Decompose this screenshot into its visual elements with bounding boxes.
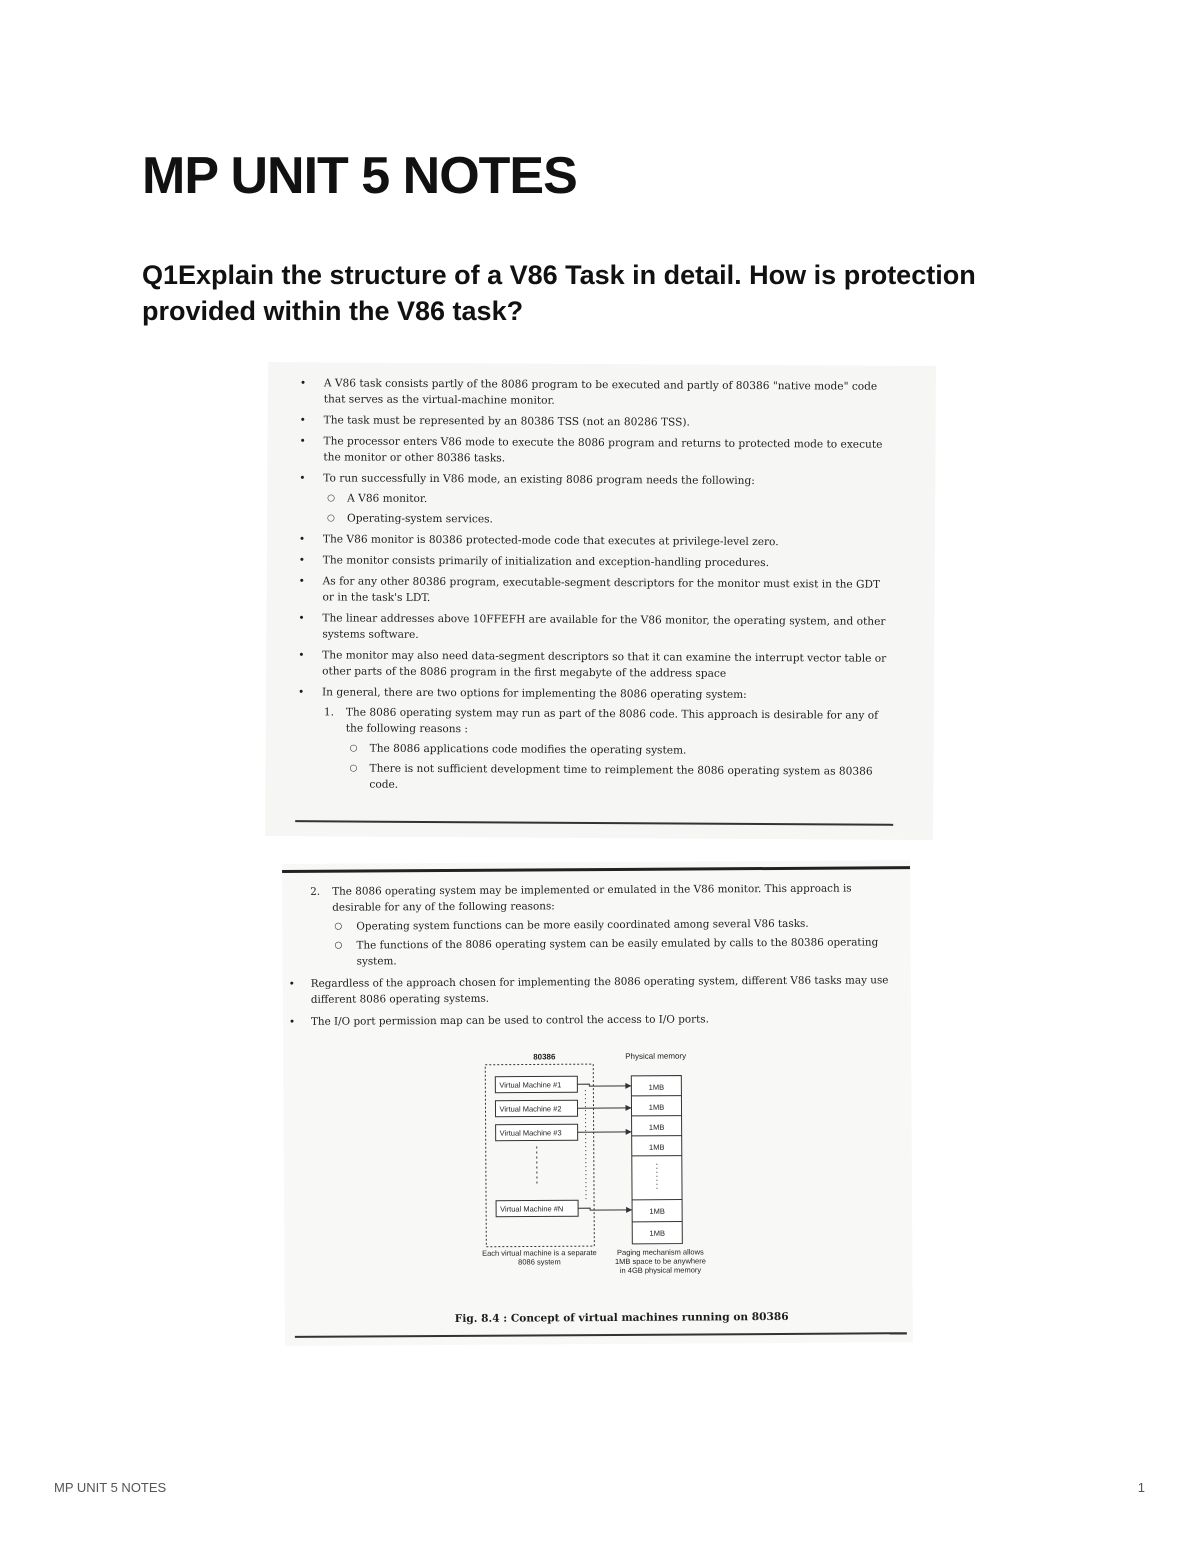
list-item: ○ There is not sufficient development time to reimplement the 8086 operating system as 80386 code. xyxy=(349,762,873,791)
footer-page-number: 1 xyxy=(1137,1480,1145,1495)
list-item: • As for any other 80386 program, executable-segment descriptors for the monitor must exist in the GDT or in the task's LDT. xyxy=(298,575,881,604)
question-heading: Q1Explain the structure of a V86 Task in detail. How is protection provided within the V86 task? xyxy=(142,260,976,326)
virtual-machine-diagram xyxy=(473,1049,724,1291)
list-item: • A V86 task consists partly of the 8086 program to be executed and partly of 80386 "native mode" code that serves as the virtual-machine monitor. xyxy=(299,377,878,407)
needs-sublist xyxy=(323,490,893,529)
list-item: • The V86 monitor is 80386 protected-mode code that executes at privilege-level zero. xyxy=(298,533,779,549)
svg-text:1MB: 1MB xyxy=(648,1142,665,1152)
vm-label: Virtual Machine #3 xyxy=(499,1128,562,1138)
scanned-page-image-1 xyxy=(265,362,936,840)
diagram-left-caption: Each virtual machine is a separate 8086 system xyxy=(482,1248,597,1267)
option-1-list xyxy=(265,704,934,796)
list-item: • The processor enters V86 mode to execute the 8086 program and returns to protected mode to execute the monitor or other 80386 tasks. xyxy=(299,435,883,465)
list-item: • Regardless of the approach chosen for implementing the 8086 operating system, different V86 tasks may use different 8086 operating systems. xyxy=(288,974,889,1006)
diagram-left-header: 80386 xyxy=(533,1052,556,1062)
scan-divider xyxy=(295,1332,907,1338)
list-item: • In general, there are two options for implementing the 8086 operating system: xyxy=(297,686,747,701)
list-item: • The monitor may also need data-segment descriptors so that it can examine the interrupt vector table or other parts of the 8086 program in the first megabyte of the address space xyxy=(298,649,887,680)
list-item: ○ The functions of the 8086 operating system can be easily emulated by calls to the 80386 operating system. xyxy=(334,936,879,968)
svg-text:1MB: 1MB xyxy=(648,1122,665,1132)
list-item: • The monitor consists primarily of initialization and exception-handling procedures. xyxy=(298,554,770,570)
list-item: 1. The 8086 operating system may run as part of the 8086 code. This approach is desirable for any of the following reasons : ○ The 8086 applications code modifies the operating system. ○ There is not sufficient development time to reimplement the 8086 operating system as 80386 code. xyxy=(265,704,934,796)
scan-divider xyxy=(295,820,893,826)
svg-text:1MB: 1MB xyxy=(648,1102,665,1112)
vm-label: Virtual Machine #2 xyxy=(499,1104,562,1114)
list-item: ○ Operating-system services. xyxy=(327,512,493,526)
list-item: • The I/O port permission map can be used to control the access to I/O ports. xyxy=(288,1013,709,1028)
scanned-page-image-2 xyxy=(282,860,913,1346)
scan-divider xyxy=(282,866,910,873)
diagram-right-caption: Paging mechanism allows 1MB space to be anywhere in 4GB physical memory xyxy=(614,1247,706,1275)
scan1-bullet-list xyxy=(266,362,936,704)
list-item: • The task must be represented by an 80386 TSS (not an 80286 TSS). xyxy=(299,414,690,429)
vm-label: Virtual Machine #N xyxy=(500,1204,564,1214)
list-item: 2. The 8086 operating system may be implemented or emulated in the V86 monitor. This approach is desirable for any of the following reasons: xyxy=(310,882,852,914)
svg-text:1MB: 1MB xyxy=(648,1082,665,1092)
list-item: • The linear addresses above 10FFEFH are available for the V86 monitor, the operating system, and other systems software. xyxy=(298,612,886,641)
page-title: MP UNIT 5 NOTES xyxy=(142,147,577,205)
footer-document-title: MP UNIT 5 NOTES xyxy=(54,1480,167,1495)
svg-text:1MB: 1MB xyxy=(649,1228,666,1238)
list-item: • To run successfully in V86 mode, an existing 8086 program needs the following: ○ A V86 monitor. ○ Operating-system services. xyxy=(267,470,935,530)
list-item: ○ A V86 monitor. xyxy=(327,492,428,505)
list-item: ○ The 8086 applications code modifies the operating system. xyxy=(349,742,687,757)
list-item: ○ Operating system functions can be more easily coordinated among several V86 tasks. xyxy=(334,917,809,933)
diagram-right-header: Physical memory xyxy=(625,1051,687,1061)
vm-label: Virtual Machine #1 xyxy=(499,1080,562,1090)
svg-text:1MB: 1MB xyxy=(649,1206,665,1216)
figure-caption: Fig. 8.4 : Concept of virtual machines running on 80386 xyxy=(454,1310,789,1325)
memory-column xyxy=(631,1076,682,1244)
